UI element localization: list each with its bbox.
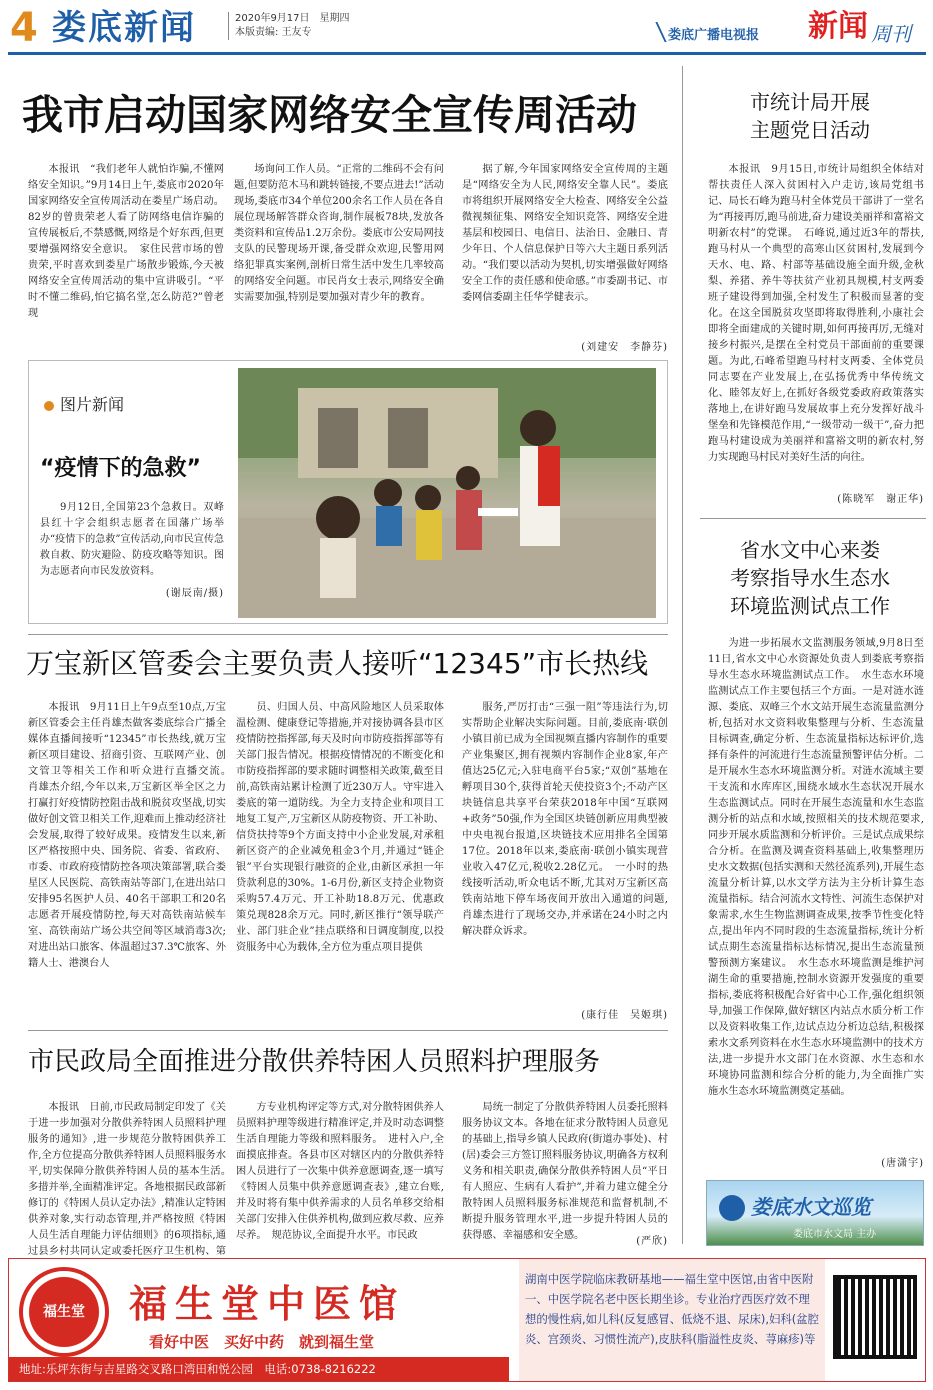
side2-body: 为进一步拓展水文监测服务领域,9月8日至11日,省水文中心水资源处负责人到娄底考察指导水生态水环境监测试点工作。 水生态水环境监测试点工作主要包括三个方面。一是对涟水涟源、娄底、双峰三个水文站开展生态流量监测分析,包括对水文资料收集整理与分析、生态流量目标调查,确定分析、生态流量指标达标评价,选择有条件的河流进行生态流量预警评估分析。二是开展水生态水环境监测分析。对涟水流域主要干支流和水库库区,围绕水域水生态状况开展水生态监测试点。同时在开展生态流量和水生态监测分析的站点和水域,按照相关的技术规范要求,同步开展水质监测和分析评价。三是试点成果综合分析。在监测及调查资料基础上,收集整理历史水文数据(包括实测和天然径流系列),开展生态流量分析计算,以水文学方法为主分析计算生态流量指标。结合河流水文特性、河流生态保护对象需求,水生生物监测调查成果,按季节性变化特点,提出年内不同时段的生态流量指标,统计分析试点期生态流量指标达标情况,提出生态流量预警预测方案建议。 水生态水环境监测是维护河湖生命的重要措施,控制水资源开发强度的重要指标,娄底将积极配合好省中心工作,强化组织领导,加强工作保障,做好辖区内站点水质分析工作以及资料收集工作,边试点边分析边总结,积极探索水文系列资料在水生态水环境监测中的技术方法,进一步提升水文部门在水资源、水生态和水环境协同监测和综合分析的能力,为全面推广实施水生态水环境监测奠定基础。: [708, 638, 924, 1097]
civil-col3: 局统一制定了分散供养特困人员委托照料服务协议文本。各地在征求分散特困人员意见的基础上,指导乡镇人民政府(街道办事处)、村(居)委会三方签订照料服务协议,明确各方权利义务和相关职责,确保分散供养特困人员“平日有人照应、生病有人看护”,并着力建立健全分散特困人员照料服务标准规范和监督机制,不断提升服务管理水平,进一步提升特困人员的获得感、幸福感和安全感。: [462, 1102, 668, 1241]
page-title: 娄底新闻: [52, 8, 196, 48]
photo-news-caption: 9月12日,全国第23个急救日。双峰县红十字会组织志愿者在国藩广场举办“疫情下的急救”宣传活动,向市民宣传急救自救、防灾避险、防疫攻略等知识。图为志愿者向市民发放资料。: [40, 502, 224, 577]
main-article-col2: 场询问工作人员。“正常的二维码不会有问题,但要防范木马和跳转链接,不要点进去!”活动现场,娄底市34个单位200余名工作人员在各自展位现场解答群众咨询,制作展板78块,发放各类资料和宣传品1.2万余份。娄底市公安局网技支队的民警现场开课,备受群众欢迎,民警用网络犯罪真实案例,剖析日常生活中发生几率较高的网络安全问题。市民肖女士表示,网络安全确实需要加强,特别是要加强对青少年的教育。: [234, 164, 444, 303]
main-headline: 我市启动国家网络安全宣传周活动: [22, 91, 637, 139]
qr-code-icon: [833, 1275, 917, 1359]
clinic-seal-icon: [19, 1267, 109, 1357]
orange-dot-icon: [44, 401, 54, 411]
brand-name: 娄底广播电视报: [668, 28, 760, 43]
side1-body: 本报讯 9月15日,市统计局组织全体结对帮扶责任人深入贫困村入户走访,该局党组书记、局长石峰为跑马村全体党员干部讲了一堂名为“再接再厉,跑马前进,奋力建设美丽祥和富裕文明新农村”的党课。 石峰说,通过近3年的帮扶,跑马村从一个典型的高寒山区贫困村,发展到今天水、电、路、村部等基础设施全面升级,金秋梨、养猪、养牛等扶贫产业初具规模,村支两委班子建设得到加强,全村发生了积极而显著的变化。在这全国脱贫攻坚即将取得胜利,小康社会即将全面建成的关键时期,如何再接再厉,无缝对接乡村振兴,是摆在全村党员干部面前的重要课题。为此,石峰希望跑马村村支两委、全体党员同志要在产业发展上,在弘扬优秀中华传统文化、睦邻友好上,在抓好各级党委政府政策落实落地上,在讲好跑马发展故事上充分发挥好战斗堡垒和先锋模范作用,“一级带动一级干”,奋力把跑马村建设成为美丽祥和富裕文明的新农村,努力实现跑马村民对美好生活的向往。: [708, 164, 924, 463]
hotline-byline: (康行佳 吴姬琪): [581, 1010, 668, 1021]
issue-editor: 本版责编: 王友专: [235, 27, 312, 38]
header-rule: [8, 52, 926, 55]
hydrology-banner-sub: 娄底市水文局 主办: [793, 1229, 877, 1240]
volunteers-photo-illustration: [238, 368, 656, 618]
photo-credit: (谢辰南/摄): [165, 588, 224, 599]
clinic-address: 地址:乐坪东街与吉星路交叉路口湾田和悦公园 电话:0738-8216222: [19, 1362, 376, 1376]
page-number: 4: [10, 5, 38, 51]
hotline-headline: 万宝新区管委会主要负责人接听“12345”市长热线: [26, 647, 649, 680]
sidebar-divider: [682, 66, 683, 1244]
clinic-description: 湖南中医学院临床教研基地——福生堂中医馆,由省中医附一、中医学院名老中医长期坐诊。专业治疗西医疗效不理想的慢性病,如儿科(反复感冒、低烧不退、尿床),妇科(盆腔炎、宫颈炎、习惯性流产),皮肤科(脂溢性皮炎、荨麻疹)等: [525, 1272, 819, 1346]
hotline-col1: 本报讯 9月11日上午9点至10点,万宝新区管委会主任肖雄杰做客娄底综合广播全媒体直播间接听“12345”市长热线,就万宝新区项目建设、招商引资、互联网产业、创文管卫等相关工作和听众进行直播交流。 肖雄杰介绍,今年以来,万宝新区举全区之力打赢打好疫情防控阻击战和脱贫攻坚战,切实做好创文管卫相关工作,迎难而上推动经济社会发展,取得了较好成果。疫情发生以来,新区严格按照中央、国务院、省委、省政府、市委、市政府疫情防控各项决策部署,联合娄星区人民医院、高铁南站等部门,在进出站口安排95名医护人员、40名干部职工和20名志愿者开展疫情防控,每天对高铁南站候车室、高铁南站广场公共空间等区域消毒3次;对进出站口旅客、体温超过37.3℃旅客、外籍人士、港澳台人: [28, 702, 237, 969]
brand-weekly: 周刊: [871, 22, 911, 46]
clinic-slogan: 看好中医 买好中药 就到福生堂: [149, 1333, 375, 1351]
side2-byline: (唐潇宇): [881, 1158, 924, 1169]
brand-news-word: 新闻: [808, 9, 868, 44]
photo-news-tag: 图片新闻: [44, 392, 124, 415]
main-article-col3: 据了解,今年国家网络安全宣传周的主题是“网络安全为人民,网络安全靠人民”。娄底市将组织开展网络安全大检查、网络安全公益微视频征集、网络安全知识竞答、网络安全进基层和校园日、电信日、法治日、金融日、青少年日、个人信息保护日等六大主题日系列活动。“我们要以活动为契机,切实增强做好网络安全工作的责任感和使命感。”市委副书记、市委网信委副主任华学健表示。: [462, 164, 668, 303]
civil-headline: 市民政局全面推进分散供养特困人员照料护理服务: [28, 1047, 601, 1077]
clinic-seal-text: 福生堂: [43, 1304, 85, 1320]
hotline-col2: 员、归国人员、中高风险地区人员采取体温检测、健康登记等措施,并对接协调各县市区疫情防控指挥部,每天及时向市防疫指挥部等有关部门报告情况。根据疫情情况的不断变化和市防疫指挥部的要求随时调整相关政策,截至目前,高铁南站累计检测了近230万人。守牢进入娄底的第一道防线。为全力支持企业和项目工地复工复产,万宝新区从防疫物资、开工补助、信贷扶持等9个方面支持中小企业发展,对承租新区资产的企业减免租金3个月,并通过“链企银”平台实现银行融资的企业,由新区承担一年贷款利息的30%。1-6月份,新区支持企业物资采购57.4万元、开工补助18.8万元、优惠政策兑现828余万元。同时,新区推行“领导联产业、部门驻企业”挂点联络和日调度制度,以投资服务中心为载体,全方位为重点项目提供: [236, 702, 444, 953]
section-divider-2: [28, 1030, 668, 1031]
civil-byline: (严欣): [636, 1236, 668, 1247]
side2-headline: 省水文中心来娄 考察指导水生态水 环境监测试点工作: [730, 538, 890, 618]
photo-news-title: “疫情下的急救”: [40, 456, 201, 481]
main-byline: (刘建安 李静芬): [581, 342, 668, 353]
civil-col2: 方专业机构评定等方式,对分散特困供养人员照料护理等级进行精准评定,并及时动态调整生活自理能力等级和照料服务。 进村入户,全面摸底排查。各县市区对辖区内的分散供养特困人员进行了一次集中供养意愿调查,逐一填写《特困人员集中供养意愿调查表》,建立台账,并及时将有集中供养需求的人员名单移交给相关部门安排入住供养机构,做到应救尽救、应养尽养。 规范协议,全面提升水平。市民政: [236, 1102, 444, 1241]
hydrology-banner: [706, 1180, 924, 1246]
hydrology-banner-title: 娄底水文巡览: [751, 1195, 871, 1219]
issue-date: 2020年9月17日 星期四: [235, 13, 350, 24]
hydrology-logo-icon: [719, 1195, 745, 1221]
side1-headline: 市统计局开展 主题党日活动: [750, 90, 870, 142]
civil-col1: 本报讯 日前,市民政局制定印发了《关于进一步加强对分散供养特困人员照料护理服务的通知》,进一步规范分散特困供养工作,全方位提高分散供养特困人员照料服务水平,切实保障分散供养特困人员的基本生活。 多措并举,全面精准评定。各地根据民政部新修订的《特困人员认定办法》,精准认定特困供养对象,实行动态管理,并严格按照《特困人员生活自理能力评估细则》的6项指标,通过县乡村共同认定或委托医疗卫生机构、第: [28, 1102, 226, 1257]
section-divider-1: [28, 634, 668, 635]
clinic-name: 福生堂中医馆: [129, 1281, 406, 1326]
side1-byline: (陈晓军 谢正华): [837, 494, 924, 505]
sidebar-divider-h: [700, 518, 926, 519]
clinic-advertisement: [8, 1258, 926, 1382]
hotline-col3: 服务,严厉打击“三强一阻”等违法行为,切实帮助企业解决实际问题。目前,娄底南·联创小镇目前已成为全国视频直播内容制作的重要产业集聚区,拥有视频内容制作企业8家,年产值达25亿元;入驻电商平台5家;“双创”基地在孵项目30个,获得首轮天使投资3个;不动产区块链信息共享平台荣获2018年中国“互联网+政务”50强,作为全国区块链创新应用典型被中央电视台报道,区块链技术应用排名全国第17位。2018年以来,娄底南·联创小镇实现营业收入47亿元,税收2.28亿元。 一小时的热线接听活动,听众电话不断,尤其对万宝新区高铁南站地下停车场夜间开放出入通道的问题,肖雄杰进行了现场交办,并承诺在24小时之内解决群众诉求。: [462, 702, 668, 937]
news-photo: [238, 368, 656, 618]
main-article-col1: 本报讯 “我们老年人就怕诈骗,不懂网络安全知识。”9月14日上午,娄底市2020年国家网络安全宣传周活动在娄星广场启动。82岁的曾贵荣老人看了防网络电信诈骗的宣传展板后,不禁感慨,网络是个好东西,但更要增强网络安全意识。 家住民营市场的曾贵荣,平时喜欢到娄星广场散步锻炼,今天被网络安全宣传周活动的集中宣讲吸引。“平时不懂二维码,怕它搞名堂,怎么防范?”曾老现: [28, 164, 224, 319]
issue-meta: [228, 12, 350, 40]
